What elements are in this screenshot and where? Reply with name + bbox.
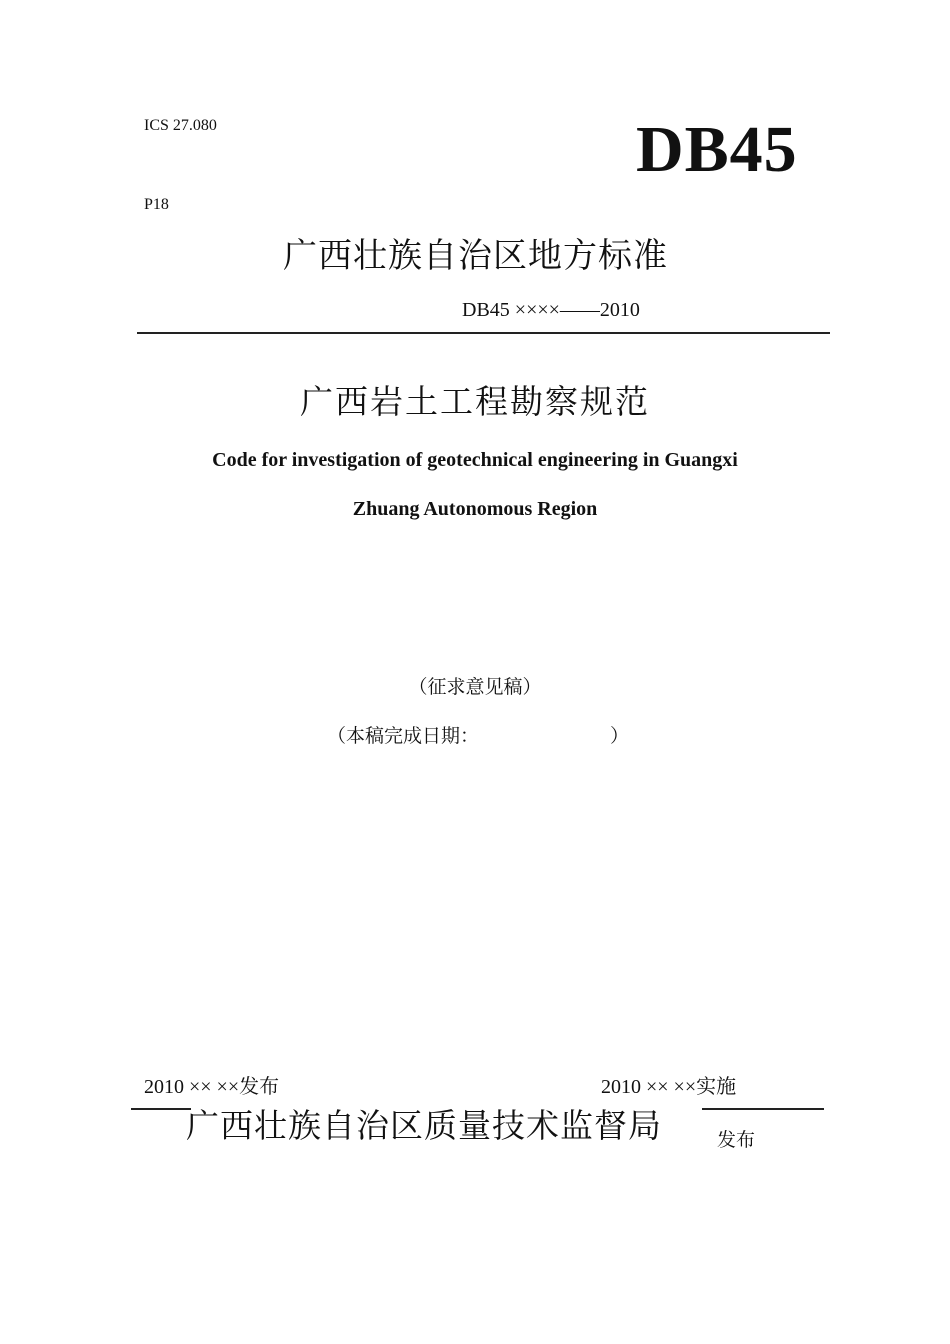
implement-date: 2010 ×× ××实施 [601,1076,737,1098]
document-title-english-line2: Zhuang Autonomous Region [352,498,598,520]
footer-divider-left [131,1108,191,1110]
document-title-chinese: 广西岩土工程勘察规范 [300,382,650,421]
footer-divider-right [702,1108,824,1110]
completion-date-close: ） [610,725,630,747]
draft-status: （征求意见稿） [408,676,542,698]
release-date: 2010 ×× ××发布 [144,1076,280,1098]
ics-code: ICS 27.080 [144,117,217,134]
issued-label: 发布 [717,1129,756,1151]
issuing-authority: 广西壮族自治区质量技术监督局 [186,1106,662,1145]
header-divider [137,332,830,334]
completion-date-label: （本稿完成日期： [327,725,480,747]
standard-number: DB45 ××××——2010 [462,299,640,321]
standard-type-title: 广西壮族自治区地方标准 [283,236,668,276]
standard-code-logo: DB45 [636,113,798,186]
document-title-english-line1: Code for investigation of geotechnical engineering in Guangxi [212,449,738,471]
classification-code: P18 [144,196,169,213]
